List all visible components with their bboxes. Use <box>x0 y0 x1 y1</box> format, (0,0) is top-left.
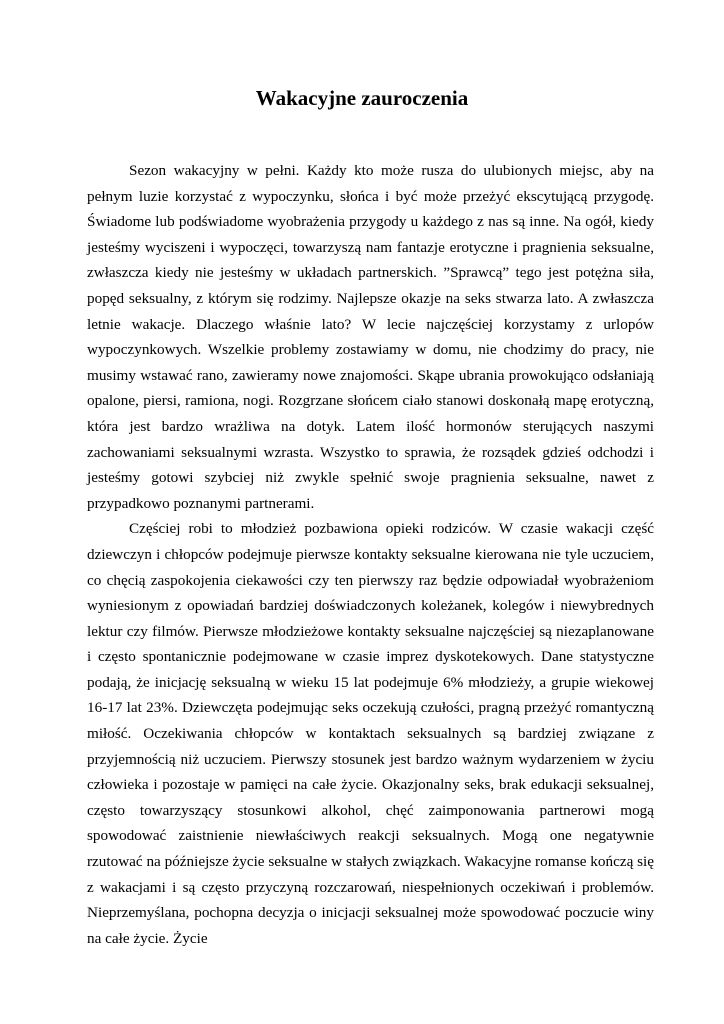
document-title: Wakacyjne zauroczenia <box>255 86 469 110</box>
document-body <box>87 158 654 951</box>
paragraph-2: Częściej robi to młodzież pozbawiona opieki rodziców. W czasie wakacji część dziewczyn i chłopców podejmuje pierwsze kontakty seksualne kierowana nie tyle uczuciem, co chęcią zaspokojenia ciekawości czy ten pierwszy raz będzie odpowiadał wyobrażeniom wyniesionym z opowiadań bardziej doświadczonych koleżanek, kolegów i niewybrednych lektur czy filmów. Pierwsze młodzieżowe kontakty seksualne najczęściej są niezaplanowane i często spontanicznie podejmowane w czasie imprez dyskotekowych. Dane statystyczne podają, że inicjację seksualną w wieku 15 lat podejmuje 6% młodzieży, a grupie wiekowej 16-17 lat 23%. Dziewczęta podejmując seks oczekują czułości, pragną przeżyć romantyczną miłość. Oczekiwania chłopców w kontaktach seksualnych są bardziej związane z przyjemnością niż uczuciem. Pierwszy stosunek jest bardzo ważnym wydarzeniem w życiu człowieka i pozostaje w pamięci na całe życie. Okazjonalny seks, brak edukacji seksualnej, często towarzyszący stosunkowi alkohol, chęć zaimponowania partnerowi mogą spowodować zaistnienie niewłaściwych reakcji seksualnych. Mogą one negatywnie rzutować na późniejsze życie seksualne w stałych związkach. Wakacyjne romanse kończą się z wakacjami i są często przyczyną rozczarowań, niespełnionych oczekiwań i problemów. Nieprzemyślana, pochopna decyzja o inicjacji seksualnej może spowodować poczucie winy na całe życie. Życie <box>87 520 654 947</box>
paragraph-1: Sezon wakacyjny w pełni. Każdy kto może rusza do ulubionych miejsc, aby na pełnym luzie korzystać z wypoczynku, słońca i być może przeżyć ekscytującą przygodę. Świadome lub podświadome wyobrażenia przygody u każdego z nas są inne. Na ogół, kiedy jesteśmy wyciszeni i wypoczęci, towarzyszą nam fantazje erotyczne i pragnienia seksualne, zwłaszcza kiedy nie jesteśmy w układach partnerskich. ”Sprawcą” tego jest potężna siła, popęd seksualny, z którym się rodzimy. Najlepsze okazje na seks stwarza lato. A zwłaszcza letnie wakacje. Dlaczego właśnie lato? W lecie najczęściej korzystamy z urlopów wypoczynkowych. Wszelkie problemy zostawiamy w domu, nie chodzimy do pracy, nie musimy wstawać rano, zawieramy nowe znajomości. Skąpe ubrania prowokująco odsłaniają opalone, piersi, ramiona, nogi. Rozgrzane słońcem ciało stanowi doskonałą mapę erotyczną, która jest bardzo wrażliwa na dotyk. Latem ilość hormonów sterujących naszymi zachowaniami seksualnymi wzrasta. Wszystko to sprawia, że rozsądek gdzieś odchodzi i jesteśmy gotowi szybciej niż zwykle spełnić swoje pragnienia seksualne, nawet z przypadkowo poznanymi partnerami. <box>87 162 654 512</box>
